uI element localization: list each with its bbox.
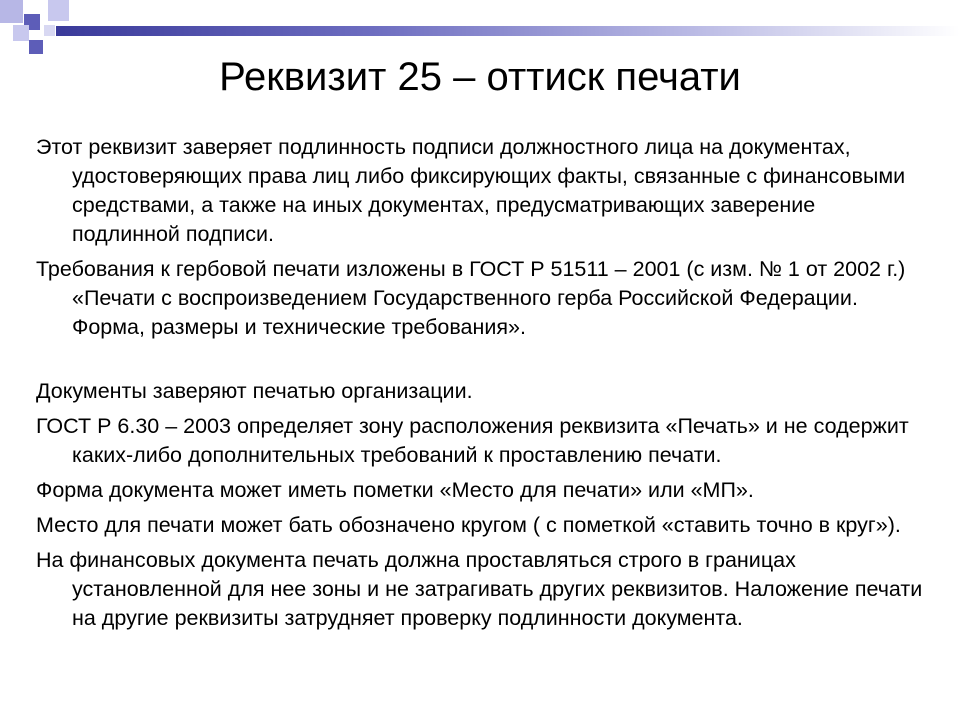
paragraph: Место для печати может бать обозначено кругом ( с пометкой «ставить точно в круг»). [36, 513, 901, 537]
paragraph: Форма документа может иметь пометки «Место для печати» или «МП». [36, 478, 754, 502]
paragraph: Требования к гербовой печати изложены в ГОСТ Р 51511 – 2001 (с изм. № 1 от 2002 г.) «Печати с воспроизведением Государственного герба Российской Федерации. Форма, размеры и технические требования». [36, 257, 906, 339]
slide-body [36, 133, 926, 639]
decor-square [0, 0, 23, 23]
paragraph: ГОСТ Р 6.30 – 2003 определяет зону расположения реквизита «Печать» и не содержит каких-либо дополнительных требований к проставлению печати. [36, 414, 909, 467]
paragraph: Документы заверяют печатью организации. [36, 379, 473, 403]
paragraph: Этот реквизит заверяет подлинность подписи должностного лица на документах, удостоверяющих права лиц либо фиксирующих факты, связанные с финансовыми средствами, а также на иных документах, предусматривающих заверение подлинной подписи. [36, 135, 906, 246]
paragraph: На финансовых документа печать должна проставляться строго в границах установленной для нее зоны и не затрагивать других реквизитов. Наложение печати на другие реквизиты затрудняет проверку подлинности документа. [36, 548, 923, 630]
decor-square [13, 25, 29, 41]
decor-square [44, 25, 55, 36]
slide-title: Реквизит 25 – оттиск печати [219, 55, 741, 99]
header-gradient-bar [56, 26, 960, 36]
decor-square [48, 0, 69, 21]
